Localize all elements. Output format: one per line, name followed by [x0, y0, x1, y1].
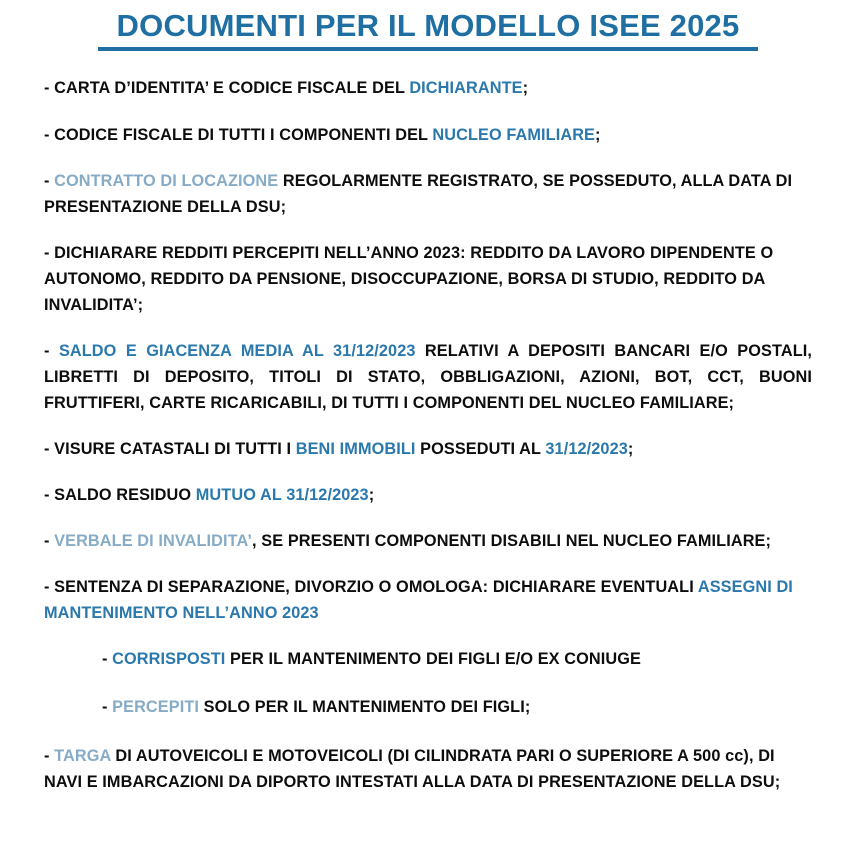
list-item — [44, 122, 812, 148]
item-text: - — [44, 532, 55, 551]
item-text: REGOLARMENTE REGISTRATO, SE POSSEDUTO, ALLA DATA DI PRESENTAZIONE DELLA DSU; — [44, 171, 793, 216]
list-item — [102, 646, 812, 672]
page-title: DOCUMENTI PER IL MODELLO ISEE 2025 — [116, 8, 740, 43]
item-text: - — [44, 341, 59, 360]
list-item — [44, 528, 812, 554]
item-text: POSSEDUTI AL — [415, 440, 546, 459]
item-text: ; — [368, 486, 375, 505]
item-highlight-text: CORRISPOSTI — [112, 650, 226, 669]
title-underline-rule — [98, 47, 758, 51]
list-item — [44, 574, 812, 626]
item-text: - — [44, 746, 55, 765]
list-item — [44, 75, 812, 101]
item-text: DI AUTOVEICOLI E MOTOVEICOLI (DI CILINDRATA PARI O SUPERIORE A 500 cc), DI NAVI E IMBARCAZIONI DA DIPORTO INTESTATI ALLA DATA DI PRESENTAZIONE DELLA DSU; — [44, 746, 781, 791]
item-text: ; — [522, 79, 529, 98]
list-item — [44, 743, 812, 795]
list-item — [102, 694, 812, 720]
item-highlight-text: SALDO E GIACENZA MEDIA AL 31/12/2023 — [58, 341, 416, 360]
list-item — [44, 168, 812, 220]
item-text: , SE PRESENTI COMPONENTI DISABILI NEL NUCLEO FAMILIARE; — [252, 532, 772, 551]
item-text: - VISURE CATASTALI DI TUTTI I — [44, 440, 296, 459]
list-item — [44, 436, 812, 462]
item-highlight-text: NUCLEO FAMILIARE — [432, 125, 596, 144]
item-highlight-text: CONTRATTO DI LOCAZIONE — [54, 171, 279, 190]
item-highlight-text: MUTUO AL 31/12/2023 — [195, 486, 369, 505]
item-text: PER IL MANTENIMENTO DEI FIGLI E/O EX CONIUGE — [225, 650, 641, 669]
item-text: - CARTA D’IDENTITA’ E CODICE FISCALE DEL — [44, 79, 410, 98]
item-text: - SALDO RESIDUO — [44, 486, 196, 505]
list-item — [44, 482, 812, 508]
item-highlight-text: ASSEGNI DI MANTENIMENTO NELL’ANNO 2023 — [44, 578, 793, 623]
item-highlight-text: BENI IMMOBILI — [295, 440, 416, 459]
item-text: - — [102, 698, 113, 717]
list-item — [44, 240, 812, 318]
item-highlight-text: 31/12/2023 — [545, 440, 628, 459]
item-text: ; — [595, 125, 601, 144]
item-text: ; — [627, 440, 634, 459]
item-highlight-text: DICHIARANTE — [409, 79, 523, 98]
item-text: - — [44, 171, 55, 190]
item-text: - SENTENZA DI SEPARAZIONE, DIVORZIO O OMOLOGA: DICHIARARE EVENTUALI — [44, 578, 698, 597]
item-highlight-text: TARGA — [54, 746, 111, 765]
item-text: SOLO PER IL MANTENIMENTO DEI FIGLI; — [199, 698, 531, 717]
item-text: - DICHIARARE REDDITI PERCEPITI NELL’ANNO 2023: REDDITO DA LAVORO DIPENDENTE O AUTONOMO, REDDITO DA PENSIONE, DISOCCUPAZIONE, BORSA DI STUDIO, REDDITO DA INVALIDITA’; — [44, 243, 774, 314]
item-text: - — [102, 650, 113, 669]
item-highlight-text: PERCEPITI — [112, 698, 200, 717]
requirements-list — [44, 75, 812, 794]
item-highlight-text: VERBALE DI INVALIDITA’ — [54, 532, 253, 551]
item-text: - CODICE FISCALE DI TUTTI I COMPONENTI DEL — [44, 125, 433, 144]
item-text: RELATIVI A DEPOSITI BANCARI E/O POSTALI, LIBRETTI DI DEPOSITO, TITOLI DI STATO, OBBLIGAZIONI, AZIONI, BOT, CCT, BUONI FRUTTIFERI, CARTE RICARICABILI, DI TUTTI I COMPONENTI DEL NUCLEO FAMILIARE; — [44, 341, 812, 413]
list-item — [44, 338, 812, 416]
